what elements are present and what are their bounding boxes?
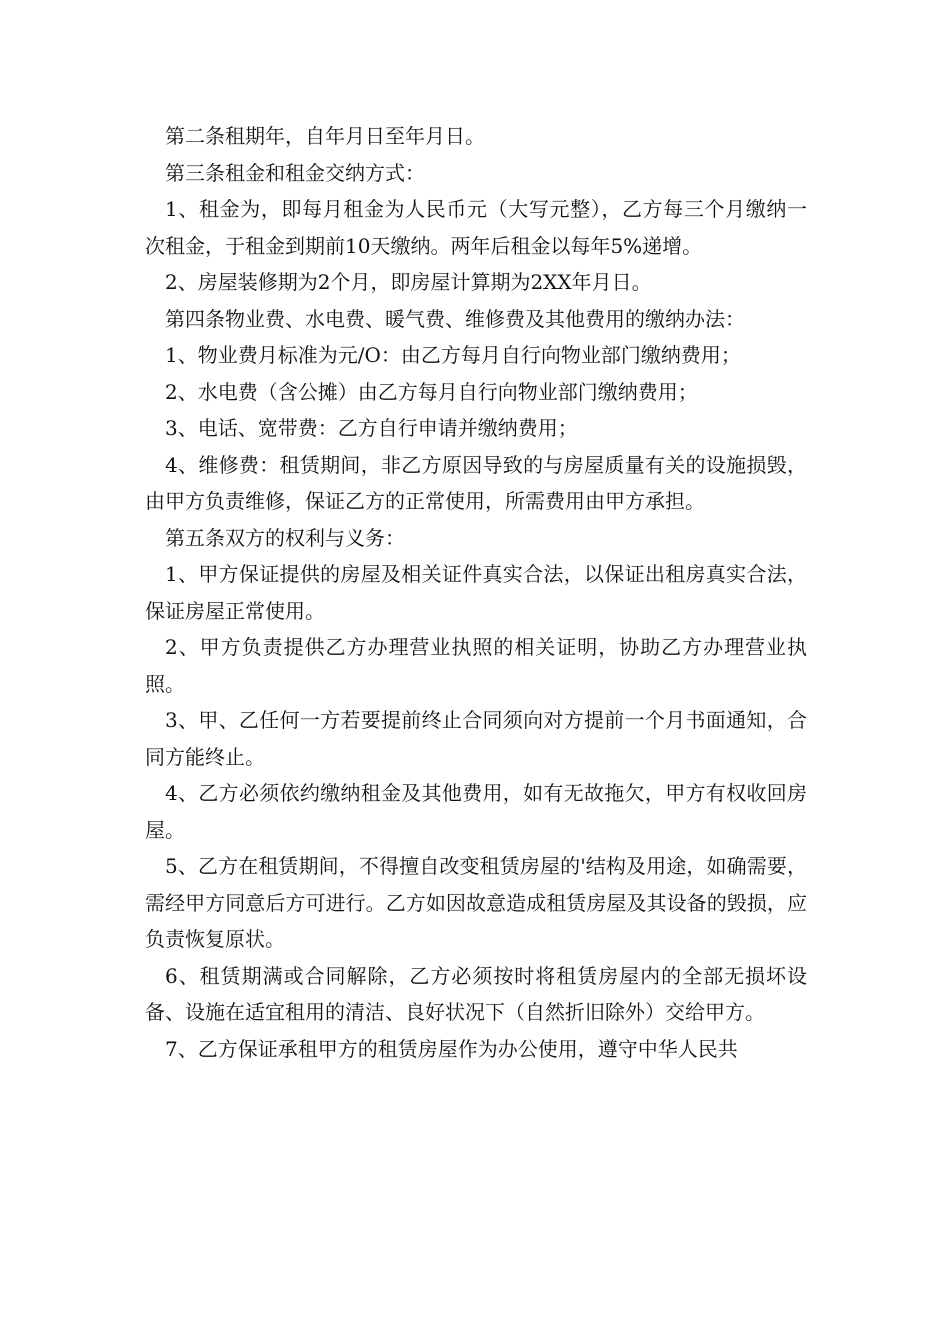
paragraph-right-1: 1、甲方保证提供的房屋及相关证件真实合法，以保证出租房真实合法，保证房屋正常使用。 [145,562,807,623]
document-body [145,118,807,1067]
paragraph-rights-heading: 第五条双方的权利与义务： [165,525,405,550]
paragraph-rent-amount: 1、租金为，即每月租金为人民币元（大写元整），乙方每三个月缴纳一次租金，于租金到期前10天缴纳。两年后租金以每年5%递增。 [145,197,807,258]
paragraph-right-7: 7、乙方保证承租甲方的租赁房屋作为办公使用，遵守中华人民共 [165,1036,738,1061]
paragraph-right-5: 5、乙方在租赁期间，不得擅自改变租赁房屋的'结构及用途，如确需要，需经甲方同意后方可进行。乙方如因故意造成租赁房屋及其设备的毁损，应负责恢复原状。 [145,854,807,951]
paragraph-phone-broadband-fee: 3、电话、宽带费：乙方自行申请并缴纳费用； [165,416,578,440]
paragraph-right-6: 6、租赁期满或合同解除，乙方必须按时将租赁房屋内的全部无损坏设备、设施在适宜租用的清洁、良好状况下（自然折旧除外）交给甲方。 [145,963,807,1024]
paragraph-rent-heading: 第三条租金和租金交纳方式： [165,160,425,185]
paragraph-right-3: 3、甲、乙任何一方若要提前终止合同须向对方提前一个月书面通知，合同方能终止。 [145,708,807,769]
paragraph-utilities-fee: 2、水电费（含公摊）由乙方每月自行向物业部门缴纳费用； [165,379,698,404]
paragraph-lease-term: 第二条租期年，自年月日至年月日。 [165,124,485,148]
paragraph-fees-heading: 第四条物业费、水电费、暖气费、维修费及其他费用的缴纳办法： [165,306,745,331]
paragraph-right-2: 2、甲方负责提供乙方办理营业执照的相关证明，协助乙方办理营业执照。 [145,635,807,696]
paragraph-right-4: 4、乙方必须依约缴纳租金及其他费用，如有无故拖欠，甲方有权收回房屋。 [145,781,807,842]
paragraph-renovation-period: 2、房屋装修期为2个月，即房屋计算期为2XX年月日。 [165,270,652,294]
paragraph-property-fee: 1、物业费月标准为元/O：由乙方每月自行向物业部门缴纳费用； [165,343,741,367]
paragraph-maintenance-fee: 4、维修费：租赁期间，非乙方原因导致的与房屋质量有关的设施损毁，由甲方负责维修，保证乙方的正常使用，所需费用由甲方承担。 [145,452,807,513]
